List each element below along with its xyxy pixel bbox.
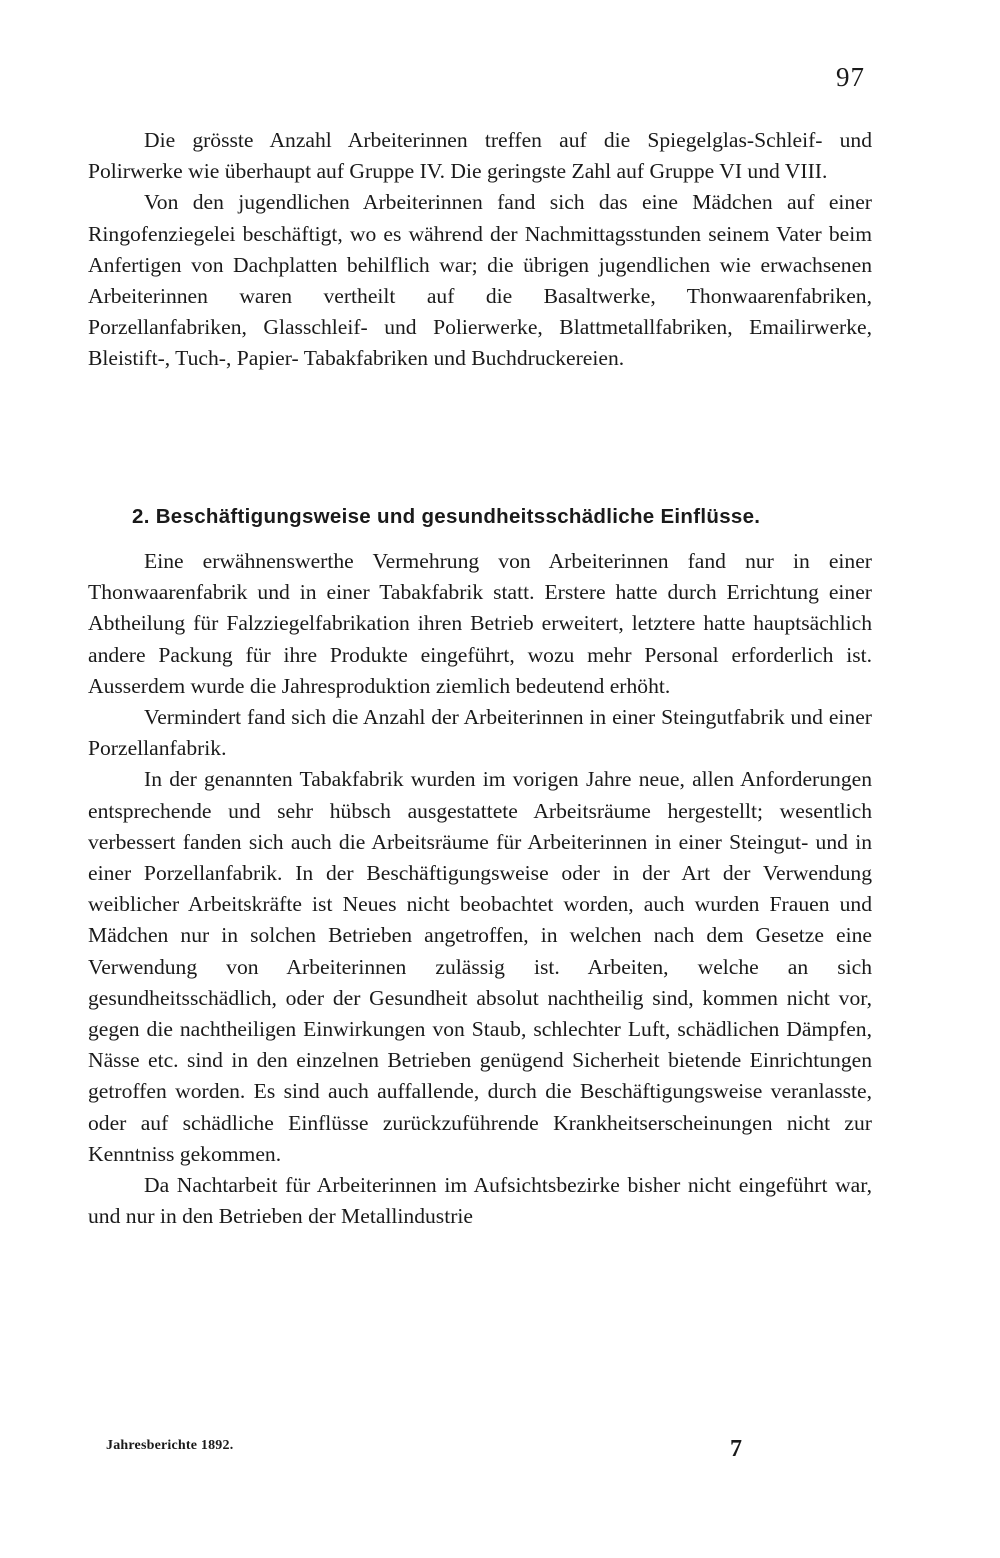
section-heading: 2. Beschäftigungsweise und gesundheitsschädliche Einflüsse. — [132, 505, 761, 528]
footer-sheet-number: 7 — [730, 1436, 742, 1462]
paragraph: Eine erwähnenswerthe Vermehrung von Arbeiterinnen fand nur in einer Thonwaarenfabrik und in einer Tabakfabrik statt. Erstere hatte durch Errichtung einer Abtheilung für Falzziegelfabrikation ihren Betrieb erweitert, letztere hatte hauptsächlich andere Packung für ihre Produkte eingeführt, wozu mehr Personal erforderlich ist. Ausserdem wurde die Jahresproduktion ziemlich bedeutend erhöht. — [88, 549, 872, 698]
paragraph: Vermindert fand sich die Anzahl der Arbeiterinnen in einer Steingutfabrik und einer Porzellanfabrik. — [88, 705, 872, 761]
page-number: 97 — [836, 62, 865, 92]
footer-signature: Jahresberichte 1892. — [106, 1438, 234, 1453]
section-2-text — [88, 546, 872, 1232]
paragraph: Die grösste Anzahl Arbeiterinnen treffen auf die Spiegelglas-Schleif- und Polirwerke wie überhaupt auf Gruppe IV. Die geringste Zahl auf Gruppe VI und VIII. — [88, 128, 872, 184]
paragraph: Von den jugendlichen Arbeiterinnen fand sich das eine Mädchen auf einer Ringofenziegelei beschäftigt, wo es während der Nachmittagsstunden seinem Vater beim Anfertigen von Dachplatten behilflich war; die übrigen jugendlichen wie erwachsenen Arbeiterinnen waren vertheilt auf die Basaltwerke, Thonwaarenfabriken, Porzellanfabriken, Glasschleif- und Polierwerke, Blattmetallfabriken, Emailirwerke, Bleistift-, Tuch-, Papier- Tabakfabriken und Buchdruckereien. — [88, 190, 872, 371]
section-1-text — [88, 125, 872, 375]
paragraph: Da Nachtarbeit für Arbeiterinnen im Aufsichtsbezirke bisher nicht eingeführt war, und nur in den Betrieben der Metallindustrie — [88, 1173, 872, 1229]
paragraph: In der genannten Tabakfabrik wurden im vorigen Jahre neue, allen Anforderungen entsprechende und sehr hübsch ausgestattete Arbeitsräume hergestellt; wesentlich verbessert fanden sich auch die Arbeitsräume für Arbeiterinnen in einer Steingut- und in einer Porzellanfabrik. In der Beschäftigungsweise oder in der Art der Verwendung weiblicher Arbeitskräfte ist Neues nicht beobachtet worden, auch wurden Frauen und Mädchen nur in solchen Betrieben angetroffen, in welchen nach dem Gesetze eine Verwendung von Arbeiterinnen zulässig ist. Arbeiten, welche an sich gesundheitsschädlich, oder der Gesundheit absolut nachtheilig sind, kommen nicht vor, gegen die nachtheiligen Einwirkungen von Staub, schlechter Luft, schädlichen Dämpfen, Nässe etc. sind in den einzelnen Betrieben genügend Sicherheit bietende Einrichtungen getroffen worden. Es sind auch auffallende, durch die Beschäftigungsweise veranlasste, oder auf schädliche Einflüsse zurückzuführende Krankheitserscheinungen nicht zur Kenntniss gekommen. — [88, 767, 872, 1166]
